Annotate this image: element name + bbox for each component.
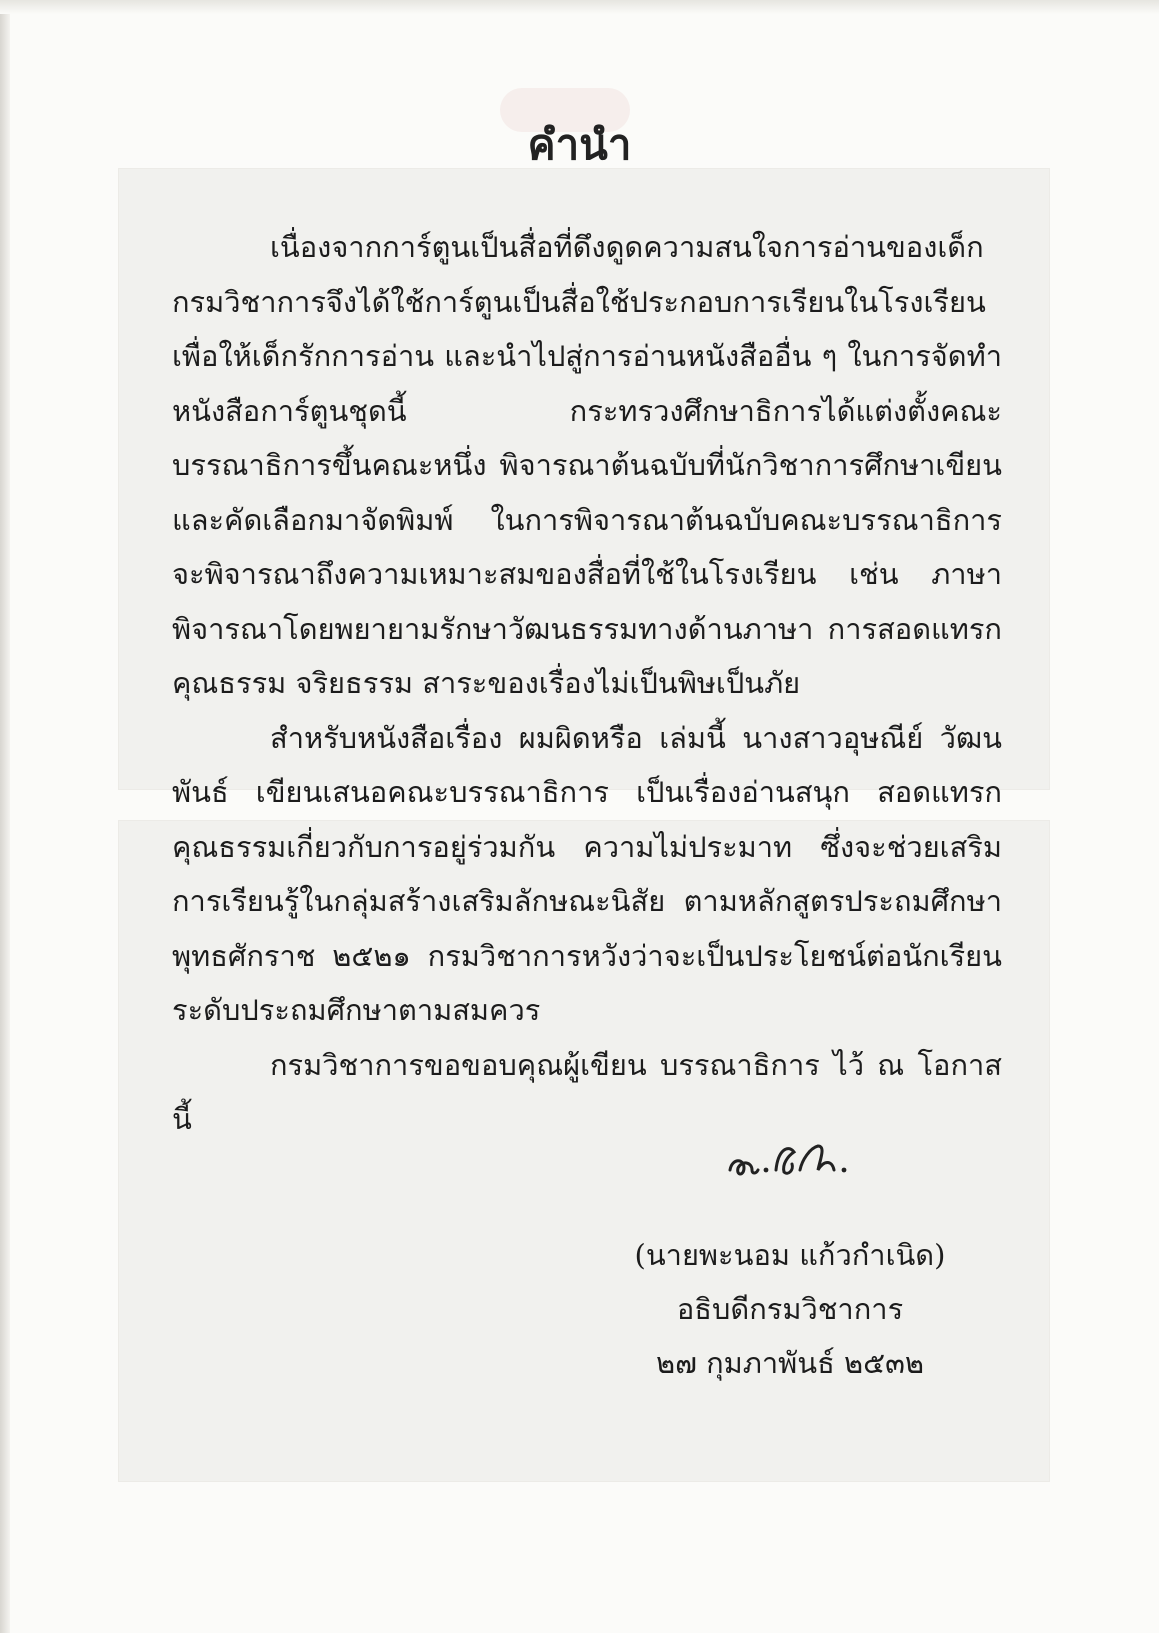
page-title: คำนำ: [527, 120, 632, 169]
paragraph-3: กรมวิชาการขอขอบคุณผู้เขียน บรรณาธิการ ไว้ ณ โอกาสนี้: [172, 1047, 1002, 1136]
page-binding-edge: [0, 0, 10, 1633]
paragraph-1: เนื่องจากการ์ตูนเป็นสื่อที่ดึงดูดความสนใจการอ่านของเด็ก กรมวิชาการจึงได้ใช้การ์ตูนเป็นสื่อใช้ประกอบการเรียนในโรงเรียน เพื่อให้เด็กรักการอ่าน และนำไปสู่การอ่านหนังสืออื่น ๆ ในการจัดทำหนังสือการ์ตูนชุดนี้ กระทรวงศึกษาธิการได้แต่งตั้งคณะบรรณาธิการขึ้นคณะหนึ่ง พิจารณาต้นฉบับที่นักวิชาการศึกษาเขียน และคัดเลือกมาจัดพิมพ์ ในการพิจารณาต้นฉบับคณะบรรณาธิการจะพิจารณาถึงความเหมาะสมของสื่อที่ใช้ในโรงเรียน เช่น ภาษา พิจารณาโดยพยายามรักษาวัฒนธรรมทางด้านภาษา การสอดแทรกคุณธรรม จริยธรรม สาระของเรื่องไม่เป็นพิษเป็นภัย: [172, 230, 1002, 700]
preface-body: [172, 220, 1002, 1147]
paragraph-2: สำหรับหนังสือเรื่อง ผมผิดหรือ เล่มนี้ นางสาวอุษณีย์ วัฒนพันธ์ เขียนเสนอคณะบรรณาธิการ เป็นเรื่องอ่านสนุก สอดแทรกคุณธรรมเกี่ยวกับการอยู่ร่วมกัน ความไม่ประมาท ซึ่งจะช่วยเสริมการเรียนรู้ในกลุ่มสร้างเสริมลักษณะนิสัย ตามหลักสูตรประถมศึกษา พุทธศักราช ๒๕๒๑ กรมวิชาการหวังว่าจะเป็นประโยชน์ต่อนักเรียนระดับประถมศึกษาตามสมควร: [172, 720, 1002, 1027]
signature-block: [600, 1228, 980, 1390]
handwritten-signature: [722, 1130, 882, 1190]
signer-title: อธิบดีกรมวิชาการ: [676, 1292, 904, 1326]
signature-date: ๒๗ กุมภาพันธ์ ๒๕๓๒: [655, 1346, 925, 1380]
signer-name: (นายพะนอม แก้วกำเนิด): [634, 1238, 946, 1272]
page-top-edge: [0, 0, 1159, 14]
